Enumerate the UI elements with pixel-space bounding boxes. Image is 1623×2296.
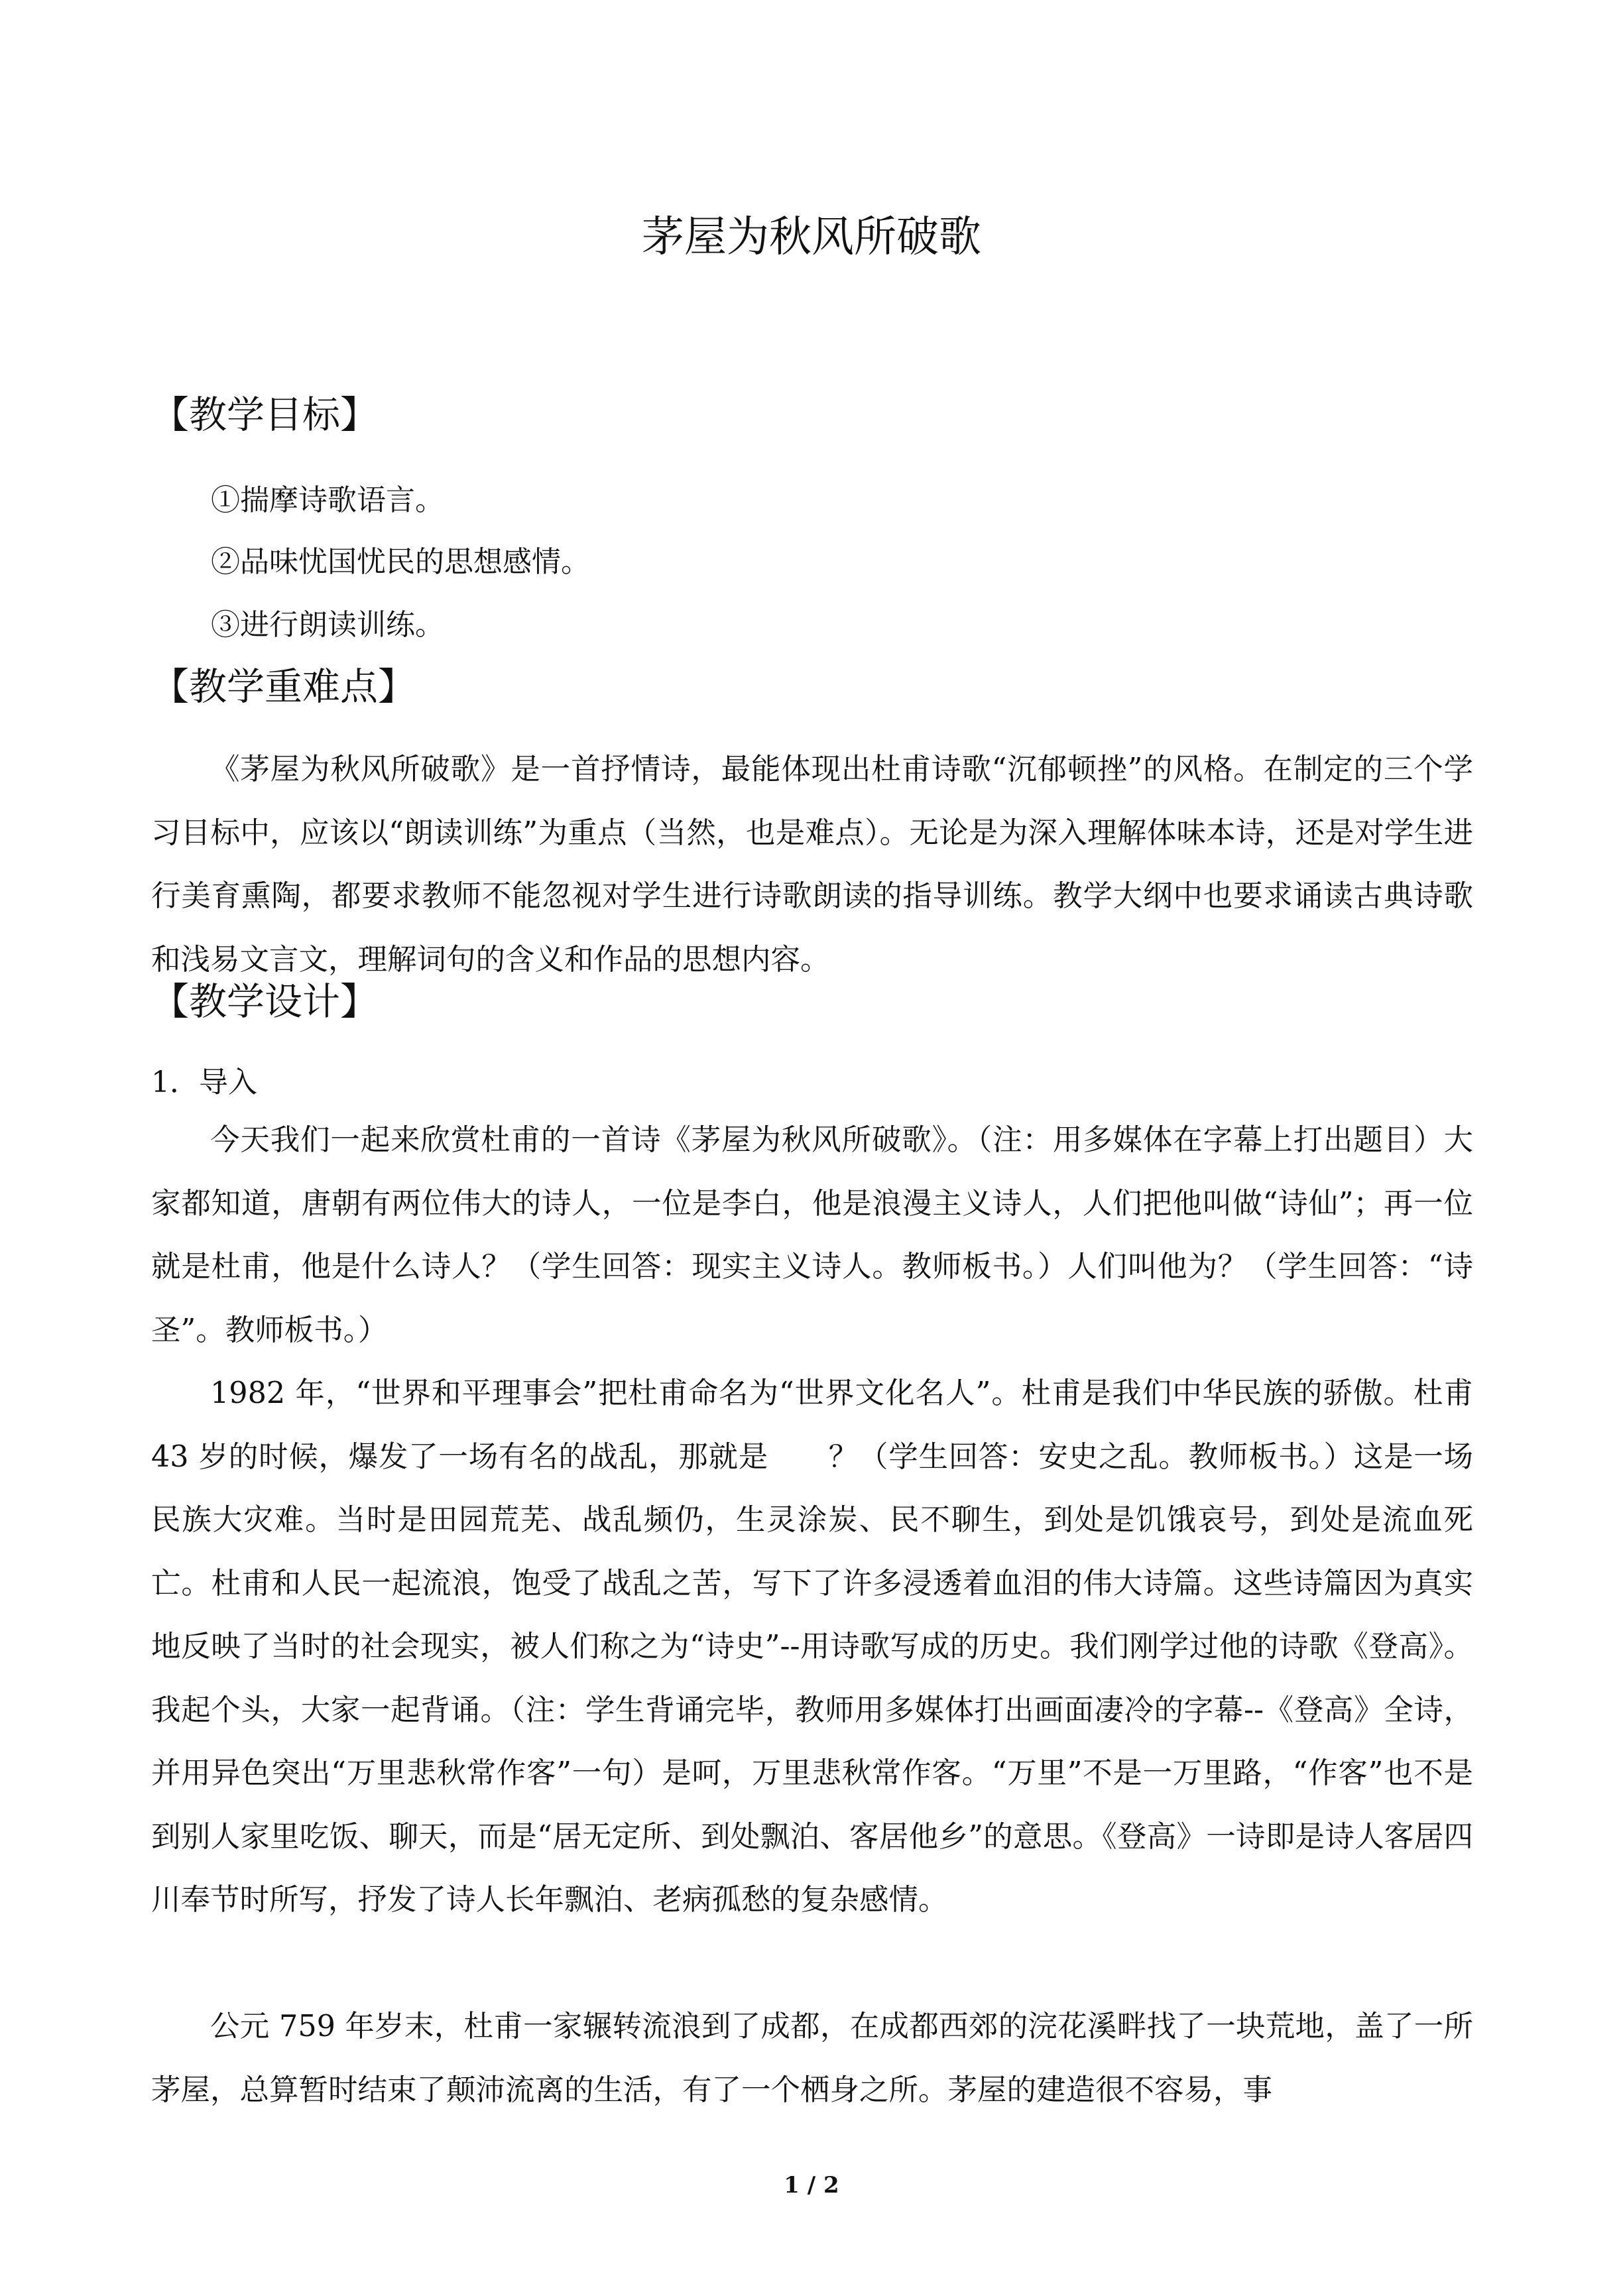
history-paragraph-part1: 1982 年，“世界和平理事会”把杜甫命名为“世界文化名人”。杜甫是我们中华民族的骄傲。杜甫 43 岁的时候，爆发了一场有名的战乱，那就是 [151,1376,1473,1474]
objective-item: ②品味忧国忧民的思想感情。 [211,545,590,579]
objective-item: ①揣摩诗歌语言。 [211,483,444,517]
intro-paragraph: 今天我们一起来欣赏杜甫的一首诗《茅屋为秋风所破歌》。（注：用多媒体在字幕上打出题目）大家都知道，唐朝有两位伟大的诗人，一位是李白，他是浪漫主义诗人，人们把他叫做“诗仙”；再一位就是杜甫，他是什么诗人？（学生回答：现实主义诗人。教师板书。）人们叫他为？（学生回答：“诗圣”。教师板书。） [151,1123,1473,1347]
objective-item: ③进行朗读训练。 [211,608,444,642]
history-paragraph [151,1362,1473,1932]
step-intro-label: 1．导入 [151,1065,257,1099]
heading-design: 【教学设计】 [151,980,378,1024]
key-points-paragraph: 《茅屋为秋风所破歌》是一首抒情诗，最能体现出杜甫诗歌“沉郁顿挫”的风格。在制定的三个学习目标中，应该以“朗读训练”为重点（当然，也是难点）。无论是为深入理解体味本诗，还是对学生进行美育熏陶，都要求教师不能忽视对学生进行诗歌朗读的指导训练。教学大纲中也要求诵读古典诗歌和浅易文言文，理解词句的含义和作品的思想内容。 [151,753,1473,977]
heading-key-points: 【教学重难点】 [151,665,416,709]
page-title: 茅屋为秋风所破歌 [642,213,981,262]
background-paragraph: 公元 759 年岁末，杜甫一家辗转流浪到了成都，在成都西郊的浣花溪畔找了一块荒地，盖了一所茅屋，总算暂时结束了颠沛流离的生活，有了一个栖身之所。茅屋的建造很不容易，事 [151,2010,1473,2107]
heading-objectives: 【教学目标】 [151,393,378,437]
page-number: 1 / 2 [784,2172,839,2199]
history-paragraph-part2: ？（学生回答：安史之乱。教师板书。）这是一场民族大灾难。当时是田园荒芜、战乱频仍，生灵涂炭、民不聊生，到处是饥饿哀号，到处是流血死亡。杜甫和人民一起流浪，饱受了战乱之苦，写下了许多浸透着血泪的伟大诗篇。这些诗篇因为真实地反映了当时的社会现实，被人们称之为“诗史”--用诗歌写成的历史。我们刚学过他的诗歌《登高》。我起个头，大家一起背诵。（注：学生背诵完毕，教师用多媒体打出画面凄冷的字幕--《登高》全诗，并用异色突出“万里悲秋常作客”一句）是呵，万里悲秋常作客。“万里”不是一万里路，“作客”也不是到别人家里吃饭、聊天，而是“居无定所、到处飘泊、客居他乡”的意思。《登高》一诗即是诗人客居四川奉节时所写，抒发了诗人长年飘泊、老病孤愁的复杂感情。 [151,1439,1473,1917]
